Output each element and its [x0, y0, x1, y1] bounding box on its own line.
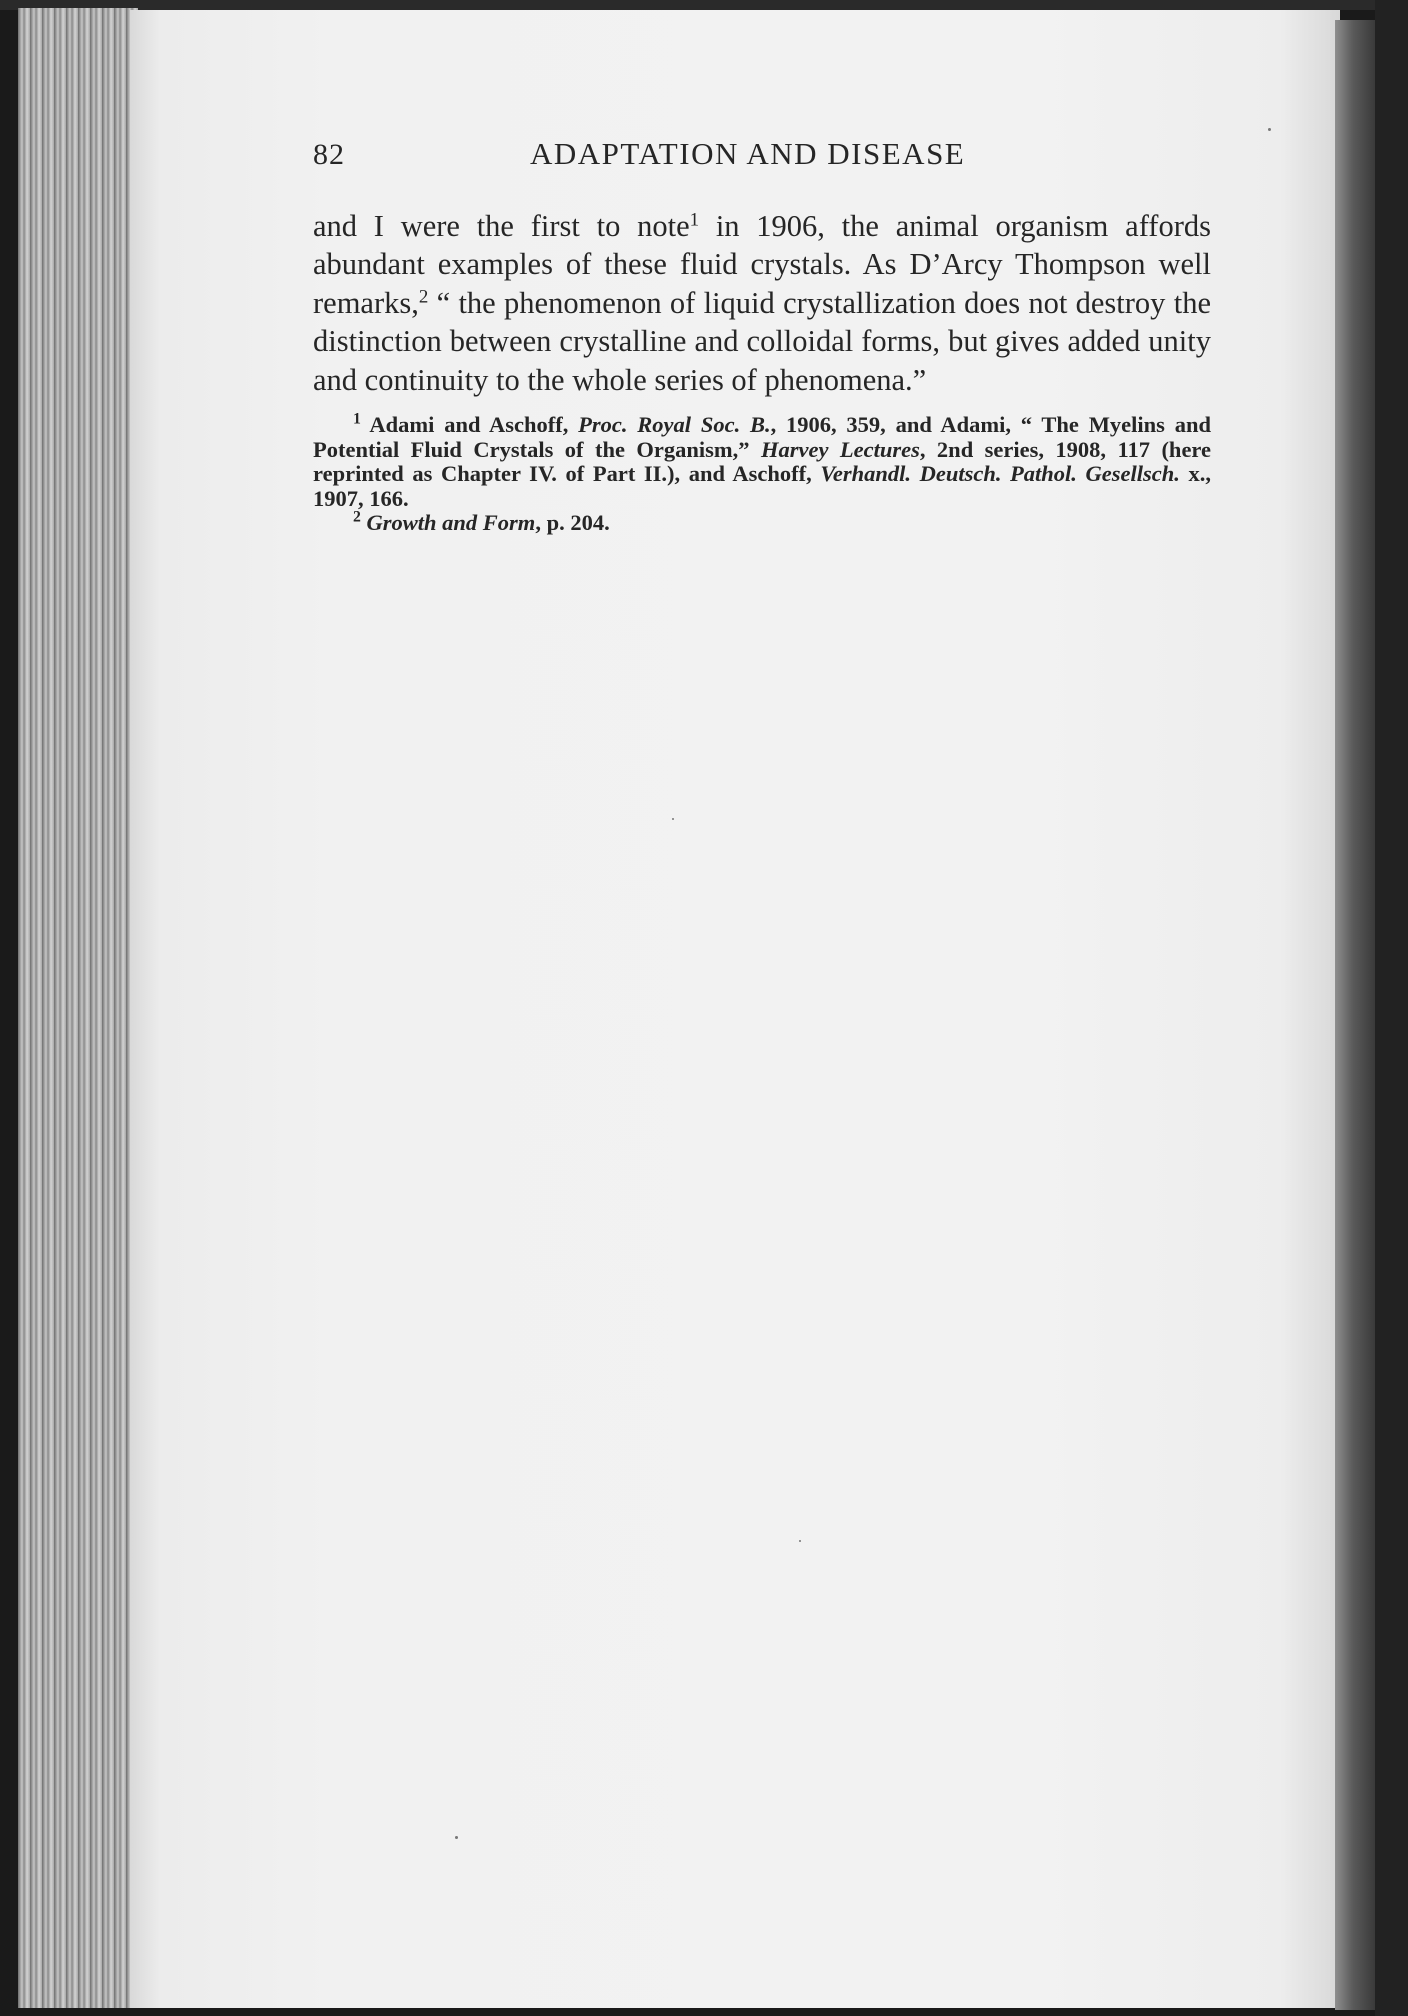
page-content [313, 132, 1211, 536]
scan-top-border [0, 0, 1408, 10]
page-number: 82 [313, 138, 345, 171]
footnote-text: , 2nd series, 1908, 117 (here reprinted as Chapter IV. of Part II.), and Aschoff, [313, 436, 1211, 487]
body-text-segment: “ the phenomenon of liquid crystallization does not destroy the distinction between crystalline and colloidal forms, but gives added unity and continuity to the whole series of phenomena.” [313, 285, 1211, 397]
footnotes [313, 410, 1211, 536]
paper-speck [672, 818, 674, 820]
running-head [313, 132, 1211, 182]
footnote-text: , 1906, 359, and Adami, “ The Myelins and Potential Fluid Crystals of the Organism,” [313, 412, 1211, 462]
footnote-1 [313, 410, 1211, 511]
body-text-segment: in 1906, the animal organism affords abundant examples of these fluid crystals. As D’Arcy Thompson well remarks, [313, 209, 1211, 320]
scan-right-border [1375, 0, 1408, 2016]
paper-speck [799, 1540, 801, 1542]
footnote-citation: Harvey Lectures [760, 436, 920, 462]
body-text-segment: and I were the first to note [313, 209, 690, 243]
footnote-2 [313, 508, 1211, 536]
footnote-ref-1: 1 [689, 209, 700, 231]
binding-shadow [1335, 20, 1375, 2010]
footnote-ref-2: 2 [418, 286, 429, 308]
paper-speck [1268, 128, 1271, 131]
body-paragraph [313, 207, 1211, 399]
footnote-marker: 2 [353, 508, 361, 526]
footnote-citation: Growth and Form [366, 510, 536, 536]
page-edges-stack [18, 8, 138, 2008]
footnote-citation: Proc. Royal Soc. B. [578, 412, 771, 438]
footnote-text: Adami and Aschoff, [360, 412, 579, 438]
footnote-text: x., 1907, 166. [313, 461, 1211, 511]
footnote-marker: 1 [353, 410, 361, 428]
running-title: ADAPTATION AND DISEASE [530, 136, 966, 171]
paper-speck [455, 1836, 458, 1839]
footnote-citation: Verhandl. Deutsch. Pathol. Gesellsch. [820, 461, 1180, 487]
footnote-text: , p. 204. [535, 510, 610, 536]
